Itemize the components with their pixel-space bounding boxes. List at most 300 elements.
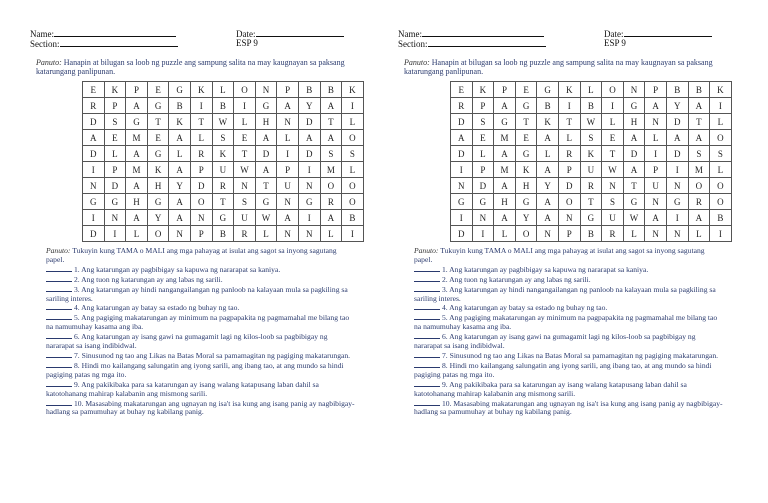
grid-cell[interactable]: K: [580, 146, 602, 162]
grid-cell[interactable]: I: [602, 98, 624, 114]
answer-blank[interactable]: [414, 285, 440, 292]
worksheet-right: [398, 28, 738, 417]
grid-cell[interactable]: G: [515, 98, 537, 114]
grid-cell[interactable]: D: [83, 226, 105, 242]
grid-cell[interactable]: G: [255, 194, 277, 210]
grid-cell[interactable]: P: [126, 82, 148, 98]
grid-cell[interactable]: P: [645, 82, 667, 98]
grid-cell[interactable]: Y: [666, 98, 688, 114]
grid-cell[interactable]: G: [451, 194, 473, 210]
grid-cell[interactable]: A: [494, 210, 516, 226]
grid-cell[interactable]: P: [558, 162, 580, 178]
grid-cell[interactable]: Y: [515, 210, 537, 226]
grid-cell[interactable]: R: [451, 98, 473, 114]
grid-cell[interactable]: P: [277, 82, 299, 98]
grid-cell[interactable]: I: [277, 146, 299, 162]
grid-cell[interactable]: I: [83, 162, 105, 178]
grid-cell[interactable]: S: [320, 146, 342, 162]
grid-cell[interactable]: L: [255, 226, 277, 242]
grid-cell[interactable]: T: [234, 146, 256, 162]
grid-cell[interactable]: A: [320, 98, 342, 114]
answer-blank[interactable]: [46, 275, 72, 282]
grid-cell[interactable]: T: [190, 114, 212, 130]
grid-cell[interactable]: I: [298, 210, 320, 226]
answer-blank[interactable]: [414, 313, 440, 320]
grid-cell[interactable]: O: [688, 178, 710, 194]
grid-cell[interactable]: K: [342, 82, 364, 98]
tama-mali-instruction-text: Tukuyin kung TAMA o MALI ang mga pahayag at isulat ang sagot sa inyong sagutang papel.: [414, 246, 705, 264]
grid-cell[interactable]: S: [688, 146, 710, 162]
grid-cell[interactable]: P: [190, 226, 212, 242]
answer-blank[interactable]: [46, 351, 72, 358]
grid-cell[interactable]: D: [83, 114, 105, 130]
grid-cell[interactable]: R: [320, 194, 342, 210]
grid-cell[interactable]: K: [472, 82, 494, 98]
grid-cell[interactable]: W: [623, 210, 645, 226]
answer-blank[interactable]: [46, 380, 72, 387]
grid-cell[interactable]: A: [255, 162, 277, 178]
grid-cell[interactable]: A: [169, 210, 191, 226]
answer-blank[interactable]: [46, 332, 72, 339]
grid-cell[interactable]: U: [277, 178, 299, 194]
grid-cell[interactable]: E: [602, 130, 624, 146]
grid-cell[interactable]: L: [169, 146, 191, 162]
tama-mali-item: [414, 275, 724, 285]
grid-cell[interactable]: I: [451, 210, 473, 226]
grid-cell[interactable]: A: [688, 98, 710, 114]
grid-cell[interactable]: W: [234, 162, 256, 178]
grid-cell[interactable]: Y: [147, 210, 169, 226]
grid-cell[interactable]: I: [234, 98, 256, 114]
answer-blank[interactable]: [414, 380, 440, 387]
grid-cell[interactable]: P: [494, 82, 516, 98]
grid-cell[interactable]: K: [515, 162, 537, 178]
grid-cell[interactable]: O: [710, 178, 732, 194]
grid-cell[interactable]: G: [666, 194, 688, 210]
grid-cell[interactable]: B: [212, 226, 234, 242]
grid-cell[interactable]: L: [277, 130, 299, 146]
puzzle-instruction-text: Hanapin at bilugan sa loob ng puzzle ang sampung salita na may kaugnayan sa paksang katarungang panlipunan.: [404, 58, 713, 76]
grid-cell[interactable]: E: [234, 130, 256, 146]
grid-cell[interactable]: A: [126, 98, 148, 114]
grid-cell[interactable]: D: [558, 178, 580, 194]
grid-cell[interactable]: D: [190, 178, 212, 194]
grid-cell[interactable]: K: [710, 82, 732, 98]
grid-cell[interactable]: T: [688, 114, 710, 130]
grid-cell[interactable]: K: [147, 162, 169, 178]
grid-cell[interactable]: B: [666, 82, 688, 98]
grid-cell[interactable]: N: [83, 178, 105, 194]
grid-cell[interactable]: T: [212, 194, 234, 210]
grid-cell[interactable]: L: [537, 146, 559, 162]
grid-cell[interactable]: S: [580, 130, 602, 146]
grid-cell[interactable]: T: [558, 114, 580, 130]
grid-cell[interactable]: N: [104, 210, 126, 226]
grid-cell[interactable]: L: [623, 226, 645, 242]
grid-cell[interactable]: N: [558, 210, 580, 226]
grid-cell[interactable]: M: [126, 162, 148, 178]
grid-cell[interactable]: A: [277, 98, 299, 114]
grid-cell[interactable]: N: [190, 210, 212, 226]
grid-cell[interactable]: D: [104, 178, 126, 194]
name-line: [422, 28, 544, 37]
grid-cell[interactable]: T: [623, 178, 645, 194]
tama-mali-instruction-label: Panuto:: [46, 246, 71, 255]
grid-cell[interactable]: E: [83, 82, 105, 98]
grid-cell[interactable]: U: [580, 162, 602, 178]
tama-mali-item: [46, 303, 356, 313]
grid-cell[interactable]: O: [342, 194, 364, 210]
answer-blank[interactable]: [414, 275, 440, 282]
grid-cell[interactable]: I: [710, 226, 732, 242]
grid-cell[interactable]: K: [190, 82, 212, 98]
answer-blank[interactable]: [46, 399, 72, 406]
grid-cell[interactable]: E: [104, 130, 126, 146]
grid-cell[interactable]: M: [126, 130, 148, 146]
grid-cell[interactable]: S: [212, 130, 234, 146]
answer-blank[interactable]: [414, 303, 440, 310]
item-text: 1. Ang katarungan ay pagbibigay sa kapuwa ng nararapat sa kaniya.: [74, 264, 281, 274]
grid-cell[interactable]: R: [558, 146, 580, 162]
grid-cell[interactable]: T: [147, 114, 169, 130]
grid-cell[interactable]: B: [169, 98, 191, 114]
item-text: 3. Ang katarungan ay hindi nangangailangan ng panloob na kalayaan mula sa pagkiling sa sariling interes.: [414, 284, 716, 303]
grid-cell[interactable]: O: [558, 194, 580, 210]
grid-cell[interactable]: B: [342, 210, 364, 226]
grid-cell[interactable]: N: [277, 194, 299, 210]
grid-cell[interactable]: H: [623, 114, 645, 130]
grid-cell[interactable]: D: [451, 226, 473, 242]
grid-cell[interactable]: T: [515, 114, 537, 130]
grid-cell[interactable]: M: [494, 162, 516, 178]
grid-cell[interactable]: N: [234, 178, 256, 194]
grid-cell[interactable]: A: [537, 130, 559, 146]
grid-cell[interactable]: L: [472, 146, 494, 162]
grid-cell[interactable]: T: [255, 178, 277, 194]
grid-cell[interactable]: A: [277, 210, 299, 226]
grid-cell[interactable]: O: [602, 82, 624, 98]
grid-cell[interactable]: G: [83, 194, 105, 210]
grid-cell[interactable]: S: [602, 194, 624, 210]
grid-cell[interactable]: I: [472, 226, 494, 242]
grid-row: [83, 226, 364, 242]
grid-cell[interactable]: A: [451, 130, 473, 146]
grid-cell[interactable]: Y: [537, 178, 559, 194]
grid-cell[interactable]: G: [212, 210, 234, 226]
tama-mali-item: [414, 332, 724, 351]
grid-row: [83, 98, 364, 114]
grid-cell[interactable]: A: [494, 98, 516, 114]
grid-cell[interactable]: O: [342, 130, 364, 146]
grid-cell[interactable]: G: [298, 194, 320, 210]
grid-cell[interactable]: U: [602, 210, 624, 226]
grid-cell[interactable]: A: [645, 210, 667, 226]
grid-cell[interactable]: G: [472, 194, 494, 210]
answer-blank[interactable]: [414, 351, 440, 358]
grid-cell[interactable]: L: [104, 146, 126, 162]
grid-cell[interactable]: A: [320, 210, 342, 226]
grid-cell[interactable]: K: [212, 146, 234, 162]
grid-cell[interactable]: A: [169, 194, 191, 210]
grid-cell[interactable]: G: [147, 98, 169, 114]
grid-cell[interactable]: E: [147, 82, 169, 98]
grid-cell[interactable]: I: [342, 226, 364, 242]
grid-cell[interactable]: D: [83, 146, 105, 162]
grid-cell[interactable]: N: [472, 210, 494, 226]
grid-cell[interactable]: L: [645, 130, 667, 146]
answer-blank[interactable]: [46, 265, 72, 272]
grid-cell[interactable]: A: [255, 130, 277, 146]
grid-cell[interactable]: O: [320, 178, 342, 194]
grid-cell[interactable]: I: [190, 98, 212, 114]
grid-cell[interactable]: B: [580, 226, 602, 242]
grid-cell[interactable]: S: [342, 146, 364, 162]
grid-cell[interactable]: I: [451, 162, 473, 178]
grid-cell[interactable]: P: [558, 226, 580, 242]
grid-cell[interactable]: M: [494, 130, 516, 146]
grid-cell[interactable]: R: [212, 178, 234, 194]
grid-cell[interactable]: P: [472, 98, 494, 114]
grid-cell[interactable]: I: [342, 98, 364, 114]
grid-cell[interactable]: A: [169, 130, 191, 146]
answer-blank[interactable]: [414, 399, 440, 406]
grid-cell[interactable]: L: [602, 114, 624, 130]
grid-cell[interactable]: Y: [169, 178, 191, 194]
grid-cell[interactable]: A: [83, 130, 105, 146]
grid-cell[interactable]: L: [710, 114, 732, 130]
grid-cell[interactable]: N: [666, 226, 688, 242]
grid-cell[interactable]: R: [234, 226, 256, 242]
grid-cell[interactable]: I: [104, 226, 126, 242]
grid-cell[interactable]: A: [494, 178, 516, 194]
grid-cell[interactable]: G: [537, 82, 559, 98]
grid-cell[interactable]: U: [212, 162, 234, 178]
item-text: 2. Ang tuon ng katarungan ay ang labas ng sarili.: [74, 274, 223, 284]
grid-cell[interactable]: M: [320, 162, 342, 178]
grid-cell[interactable]: L: [710, 162, 732, 178]
grid-cell[interactable]: A: [169, 162, 191, 178]
grid-cell[interactable]: W: [602, 162, 624, 178]
grid-cell[interactable]: I: [298, 162, 320, 178]
grid-cell[interactable]: B: [710, 210, 732, 226]
grid-cell[interactable]: A: [320, 130, 342, 146]
grid-cell[interactable]: N: [623, 82, 645, 98]
grid-cell[interactable]: G: [515, 146, 537, 162]
grid-cell[interactable]: G: [169, 82, 191, 98]
grid-cell[interactable]: L: [234, 114, 256, 130]
grid-cell[interactable]: U: [234, 210, 256, 226]
grid-cell[interactable]: D: [451, 146, 473, 162]
tama-mali-item: [414, 351, 724, 361]
grid-cell[interactable]: A: [666, 130, 688, 146]
answer-blank[interactable]: [46, 313, 72, 320]
grid-cell[interactable]: E: [451, 82, 473, 98]
grid-cell[interactable]: K: [537, 114, 559, 130]
grid-cell[interactable]: P: [645, 162, 667, 178]
grid-cell[interactable]: B: [320, 82, 342, 98]
grid-cell[interactable]: E: [515, 130, 537, 146]
grid-cell[interactable]: B: [298, 82, 320, 98]
grid-cell[interactable]: S: [472, 114, 494, 130]
grid-cell[interactable]: B: [212, 98, 234, 114]
grid-cell[interactable]: E: [147, 130, 169, 146]
grid-cell[interactable]: I: [710, 98, 732, 114]
grid-cell[interactable]: G: [104, 194, 126, 210]
item-text: 7. Sinusunod ng tao ang Likas na Batas Moral sa pamamagitan ng pagiging makatarungan.: [74, 350, 351, 360]
grid-cell[interactable]: W: [580, 114, 602, 130]
answer-blank[interactable]: [414, 265, 440, 272]
grid-cell[interactable]: B: [688, 82, 710, 98]
grid-cell[interactable]: A: [537, 162, 559, 178]
grid-cell[interactable]: D: [451, 114, 473, 130]
grid-cell[interactable]: O: [342, 178, 364, 194]
grid-cell[interactable]: I: [666, 210, 688, 226]
grid-cell[interactable]: O: [147, 226, 169, 242]
tama-mali-section: [398, 247, 724, 417]
tama-mali-item: [414, 285, 724, 304]
grid-cell[interactable]: P: [472, 162, 494, 178]
grid-cell[interactable]: N: [169, 226, 191, 242]
grid-cell[interactable]: O: [234, 82, 256, 98]
grid-cell[interactable]: N: [277, 226, 299, 242]
grid-cell[interactable]: M: [688, 162, 710, 178]
grid-cell[interactable]: D: [666, 114, 688, 130]
tama-mali-item: [414, 265, 724, 275]
grid-cell[interactable]: G: [623, 98, 645, 114]
grid-cell[interactable]: L: [190, 130, 212, 146]
grid-cell[interactable]: H: [255, 114, 277, 130]
grid-cell[interactable]: T: [602, 146, 624, 162]
grid-cell[interactable]: R: [580, 178, 602, 194]
grid-cell[interactable]: A: [688, 130, 710, 146]
grid-cell[interactable]: K: [104, 82, 126, 98]
grid-cell[interactable]: K: [558, 82, 580, 98]
grid-cell[interactable]: I: [83, 210, 105, 226]
grid-cell[interactable]: L: [126, 226, 148, 242]
grid-cell[interactable]: N: [298, 226, 320, 242]
grid-cell[interactable]: O: [710, 194, 732, 210]
grid-cell[interactable]: A: [688, 210, 710, 226]
grid-cell[interactable]: A: [126, 210, 148, 226]
grid-cell[interactable]: W: [212, 114, 234, 130]
grid-cell[interactable]: D: [623, 146, 645, 162]
grid-cell[interactable]: L: [342, 162, 364, 178]
grid-cell[interactable]: S: [710, 146, 732, 162]
grid-cell[interactable]: A: [298, 130, 320, 146]
grid-cell[interactable]: N: [298, 178, 320, 194]
grid-cell[interactable]: G: [580, 210, 602, 226]
grid-cell[interactable]: R: [190, 146, 212, 162]
grid-cell[interactable]: A: [494, 146, 516, 162]
grid-cell[interactable]: H: [515, 178, 537, 194]
grid-cell[interactable]: O: [710, 130, 732, 146]
grid-cell[interactable]: P: [104, 162, 126, 178]
grid-cell[interactable]: O: [190, 194, 212, 210]
grid-cell[interactable]: N: [666, 178, 688, 194]
grid-cell[interactable]: P: [277, 162, 299, 178]
grid-cell[interactable]: G: [494, 114, 516, 130]
grid-cell[interactable]: A: [645, 98, 667, 114]
grid-cell[interactable]: I: [645, 146, 667, 162]
grid-cell[interactable]: D: [298, 114, 320, 130]
grid-cell[interactable]: H: [126, 194, 148, 210]
answer-blank[interactable]: [414, 361, 440, 368]
grid-cell[interactable]: A: [623, 162, 645, 178]
grid-cell[interactable]: G: [623, 194, 645, 210]
grid-cell[interactable]: N: [602, 178, 624, 194]
grid-cell[interactable]: O: [515, 226, 537, 242]
grid-cell[interactable]: R: [688, 194, 710, 210]
grid-cell[interactable]: I: [558, 98, 580, 114]
grid-cell[interactable]: B: [537, 98, 559, 114]
grid-cell[interactable]: A: [126, 178, 148, 194]
grid-cell[interactable]: S: [104, 114, 126, 130]
grid-cell[interactable]: N: [255, 82, 277, 98]
grid-cell[interactable]: E: [472, 130, 494, 146]
grid-row: [451, 194, 732, 210]
answer-blank[interactable]: [46, 361, 72, 368]
grid-cell[interactable]: E: [515, 82, 537, 98]
grid-cell[interactable]: I: [666, 162, 688, 178]
grid-cell[interactable]: D: [298, 146, 320, 162]
grid-cell[interactable]: Y: [298, 98, 320, 114]
grid-cell[interactable]: H: [494, 194, 516, 210]
grid-cell[interactable]: N: [451, 178, 473, 194]
grid-cell[interactable]: D: [666, 146, 688, 162]
grid-cell[interactable]: L: [342, 114, 364, 130]
grid-cell[interactable]: P: [104, 98, 126, 114]
grid-cell[interactable]: P: [190, 162, 212, 178]
grid-cell[interactable]: N: [277, 114, 299, 130]
grid-cell[interactable]: S: [234, 194, 256, 210]
answer-blank[interactable]: [46, 285, 72, 292]
grid-cell[interactable]: H: [147, 178, 169, 194]
grid-cell[interactable]: L: [558, 130, 580, 146]
grid-cell[interactable]: L: [580, 82, 602, 98]
grid-cell[interactable]: A: [126, 146, 148, 162]
grid-cell[interactable]: G: [147, 146, 169, 162]
subject-label: ESP 9: [604, 38, 626, 48]
grid-cell[interactable]: G: [255, 98, 277, 114]
grid-cell[interactable]: L: [688, 226, 710, 242]
grid-cell[interactable]: G: [126, 114, 148, 130]
grid-cell[interactable]: R: [83, 98, 105, 114]
grid-cell[interactable]: A: [537, 194, 559, 210]
answer-blank[interactable]: [414, 332, 440, 339]
grid-cell[interactable]: G: [515, 194, 537, 210]
grid-cell[interactable]: N: [645, 194, 667, 210]
grid-cell[interactable]: R: [602, 226, 624, 242]
grid-cell[interactable]: W: [255, 210, 277, 226]
grid-cell[interactable]: N: [537, 226, 559, 242]
grid-cell[interactable]: A: [623, 130, 645, 146]
grid-cell[interactable]: B: [580, 98, 602, 114]
grid-cell[interactable]: N: [645, 114, 667, 130]
grid-cell[interactable]: L: [212, 82, 234, 98]
grid-cell[interactable]: U: [645, 178, 667, 194]
grid-cell[interactable]: K: [169, 114, 191, 130]
grid-cell[interactable]: A: [537, 210, 559, 226]
answer-blank[interactable]: [46, 303, 72, 310]
grid-cell[interactable]: T: [580, 194, 602, 210]
grid-cell[interactable]: T: [320, 114, 342, 130]
grid-cell[interactable]: N: [645, 226, 667, 242]
grid-cell[interactable]: D: [472, 178, 494, 194]
grid-cell[interactable]: D: [255, 146, 277, 162]
grid-cell[interactable]: L: [494, 226, 516, 242]
grid-cell[interactable]: L: [320, 226, 342, 242]
grid-cell[interactable]: G: [147, 194, 169, 210]
